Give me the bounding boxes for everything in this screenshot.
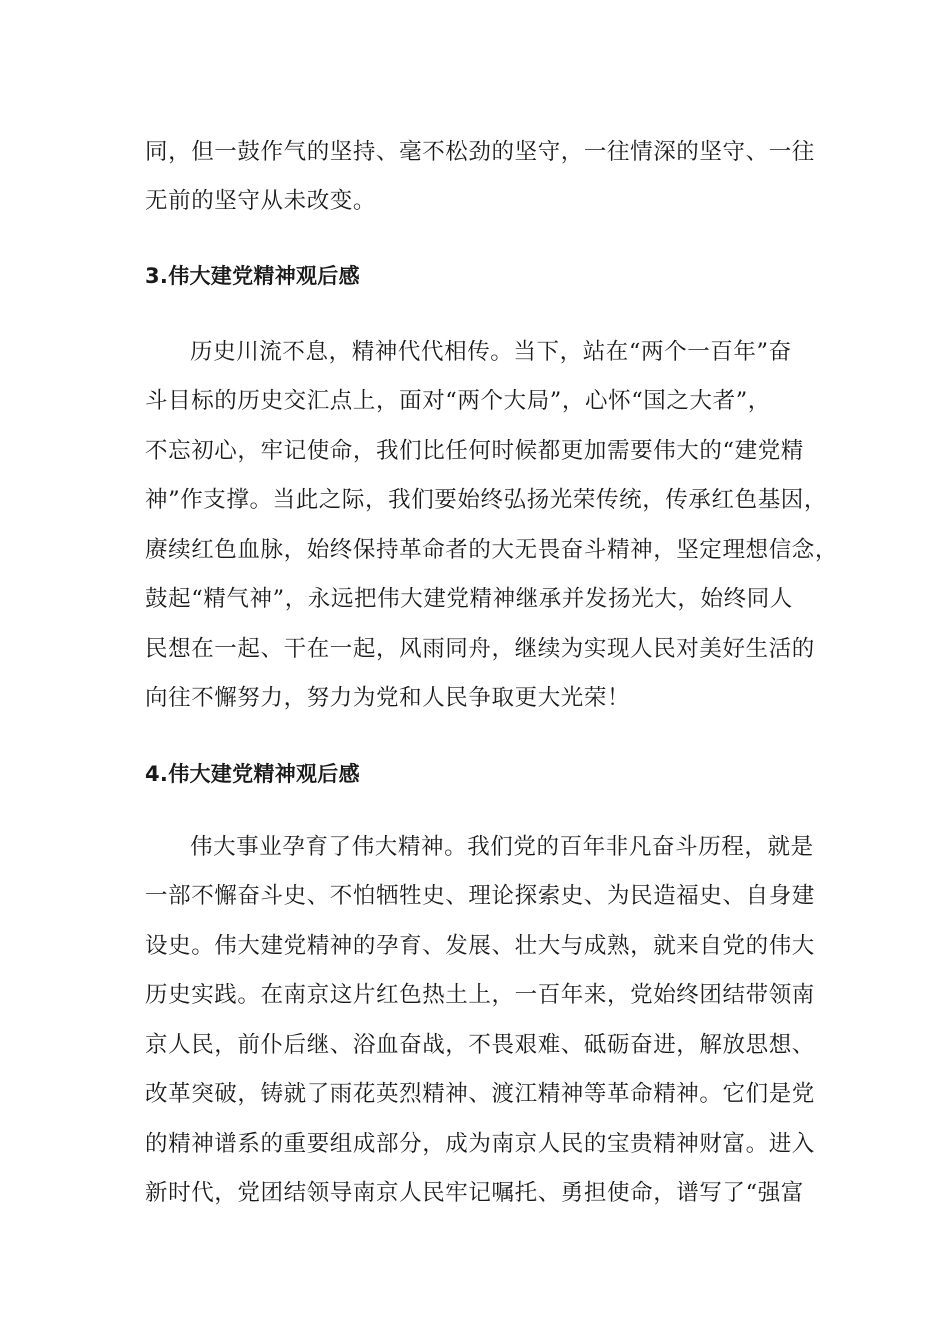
paragraph-line: 不忘初心，牢记使命，我们比任何时候都更加需要伟大的“建党精: [145, 438, 804, 464]
paragraph-line: 设史。伟大建党精神的孕育、发展、壮大与成熟，就来自党的伟大: [145, 933, 815, 959]
paragraph-line: 一部不懈奋斗史、不怕牺牲史、理论探索史、为民造福史、自身建: [145, 883, 815, 909]
section-heading: 3.伟大建党精神观后感: [145, 264, 360, 288]
paragraph-line: 历史川流不息，精神代代相传。当下，站在“两个一百年”奋: [190, 339, 792, 365]
section-heading: 4.伟大建党精神观后感: [145, 762, 360, 786]
paragraph-line: 的精神谱系的重要组成部分，成为南京人民的宝贵精神财富。进入: [145, 1131, 815, 1157]
paragraph-line: 无前的坚守从未改变。: [145, 188, 377, 214]
paragraph-line: 神”作支撑。当此之际，我们要始终弘扬光荣传统，传承红色基因，: [145, 487, 828, 513]
paragraph-line: 赓续红色血脉，始终保持革命者的大无畏奋斗精神，坚定理想信念，: [145, 537, 839, 563]
paragraph-line: 伟大事业孕育了伟大精神。我们党的百年非凡奋斗历程，就是: [190, 834, 814, 860]
paragraph-line: 新时代，党团结领导南京人民牢记嘱托、勇担使命，谱写了“强富: [145, 1180, 804, 1206]
paragraph-line: 改革突破，铸就了雨花英烈精神、渡江精神等革命精神。它们是党: [145, 1081, 815, 1107]
paragraph-line: 向往不懈努力，努力为党和人民争取更大光荣！: [145, 685, 631, 711]
paragraph-line: 历史实践。在南京这片红色热土上，一百年来，党始终团结带领南: [145, 982, 815, 1008]
paragraph-line: 鼓起“精气神”，永远把伟大建党精神继承并发扬光大，始终同人: [145, 586, 793, 612]
paragraph-line: 京人民，前仆后继、浴血奋战，不畏艰难、砥砺奋进，解放思想、: [145, 1032, 815, 1058]
paragraph-line: 民想在一起、干在一起，风雨同舟，继续为实现人民对美好生活的: [145, 636, 815, 662]
paragraph-line: 斗目标的历史交汇点上，面对“两个大局”，心怀“国之大者”，: [145, 388, 771, 414]
paragraph-line: 同，但一鼓作气的坚持、毫不松劲的坚守，一往情深的坚守、一往: [145, 139, 815, 165]
